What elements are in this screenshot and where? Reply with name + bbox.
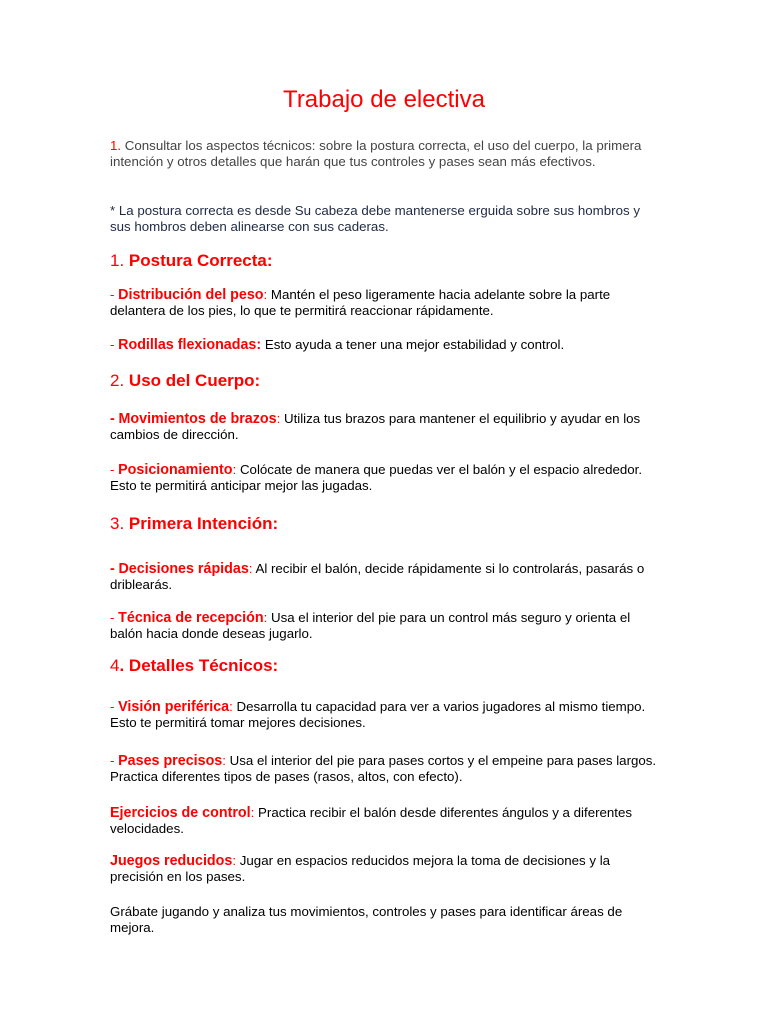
item-text: Colócate de manera que puedas ver el balón y el espacio alrededor. Esto te permitirá anticipar mejor las jugadas.: [110, 462, 643, 493]
item-sep: :: [276, 411, 281, 426]
item-label: Ejercicios de control: [110, 805, 251, 821]
section-number: 2.: [110, 371, 125, 390]
list-item: [110, 753, 660, 785]
item-sep: :: [250, 805, 255, 820]
list-item: [110, 287, 660, 319]
page-title: Trabajo de electiva: [283, 86, 485, 113]
intro-text: Consultar los aspectos técnicos: sobre la postura correcta, el uso del cuerpo, la primera intención y otros detalles que harán que tus controles y pases sean más efectivos.: [110, 138, 642, 169]
item-label: Posicionamiento: [118, 462, 233, 478]
item-sep: :: [222, 753, 226, 768]
item-sep: :: [263, 287, 268, 302]
item-sep: :: [232, 462, 237, 477]
item-sep: :: [229, 699, 233, 714]
list-item: [110, 337, 660, 353]
item-dash: -: [110, 337, 115, 352]
intro-paragraph: [110, 138, 660, 170]
item-dash: -: [110, 561, 115, 577]
item-label: Movimientos de brazos: [118, 411, 277, 427]
section-title: Primera Intención:: [128, 514, 279, 533]
item-dash: -: [110, 411, 115, 427]
item-text: Usa el interior del pie para pases cortos y el empeine para pases largos. Practica diferentes tipos de pases (rasos, altos, con efecto).: [110, 753, 657, 784]
item-text: Usa el interior del pie para un control más seguro y orienta el balón hacia donde deseas jugarlo.: [110, 610, 631, 641]
item-text: Esto ayuda a tener una mejor estabilidad y control.: [261, 337, 565, 352]
section-number: 4: [110, 656, 120, 675]
item-text: Mantén el peso ligeramente hacia adelante sobre la parte delantera de los pies, lo que te permitirá reaccionar rápidamente.: [110, 287, 611, 318]
item-sep: :: [232, 853, 237, 868]
list-item: [110, 805, 660, 837]
closing-paragraph: Grábate jugando y analiza tus movimientos, controles y pases para identificar áreas de mejora.: [110, 904, 623, 935]
section-number: 3.: [110, 514, 125, 533]
item-text: Practica recibir el balón desde diferentes ángulos y a diferentes velocidades.: [110, 805, 633, 836]
note-paragraph: * La postura correcta es desde Su cabeza debe mantenerse erguida sobre sus hombros y sus hombros deben alinearse con sus caderas.: [110, 203, 640, 234]
item-label: Distribución del peso: [118, 287, 264, 303]
item-dash: -: [110, 287, 115, 302]
item-dash: -: [110, 462, 115, 477]
section-number: 1.: [110, 251, 125, 270]
section-heading-3: [110, 514, 660, 534]
item-dash: -: [110, 753, 115, 768]
item-dash: -: [110, 699, 115, 714]
list-item: [110, 561, 660, 593]
section-title: Uso del Cuerpo:: [128, 371, 261, 390]
item-label: Visión periférica: [118, 699, 230, 715]
intro-number: 1.: [110, 138, 122, 153]
item-sep: :: [248, 561, 253, 576]
item-label: Juegos reducidos: [110, 853, 233, 869]
item-label: Rodillas flexionadas:: [118, 337, 262, 353]
item-dash: -: [110, 610, 115, 625]
list-item: [110, 411, 660, 443]
item-text: Al recibir el balón, decide rápidamente si lo controlarás, pasarás o driblearás.: [110, 561, 645, 592]
section-title: Postura Correcta:: [128, 251, 273, 270]
item-label: Técnica de recepción: [118, 610, 264, 626]
list-item: [110, 462, 660, 494]
section-heading-4: [110, 656, 660, 676]
list-item: [110, 853, 660, 885]
item-text: Desarrolla tu capacidad para ver a varios jugadores al mismo tiempo. Esto te permitirá tomar mejores decisiones.: [110, 699, 646, 730]
section-heading-2: [110, 371, 660, 391]
item-text: Jugar en espacios reducidos mejora la toma de decisiones y la precisión en los pases.: [110, 853, 611, 884]
item-text: Utiliza tus brazos para mantener el equilibrio y ayudar en los cambios de dirección.: [110, 411, 641, 442]
item-sep: :: [263, 610, 268, 625]
item-label: Pases precisos: [118, 753, 223, 769]
list-item: [110, 699, 660, 731]
section-heading-1: [110, 251, 660, 271]
item-label: Decisiones rápidas: [118, 561, 249, 577]
list-item: [110, 610, 660, 642]
section-title: . Detalles Técnicos:: [119, 656, 279, 675]
